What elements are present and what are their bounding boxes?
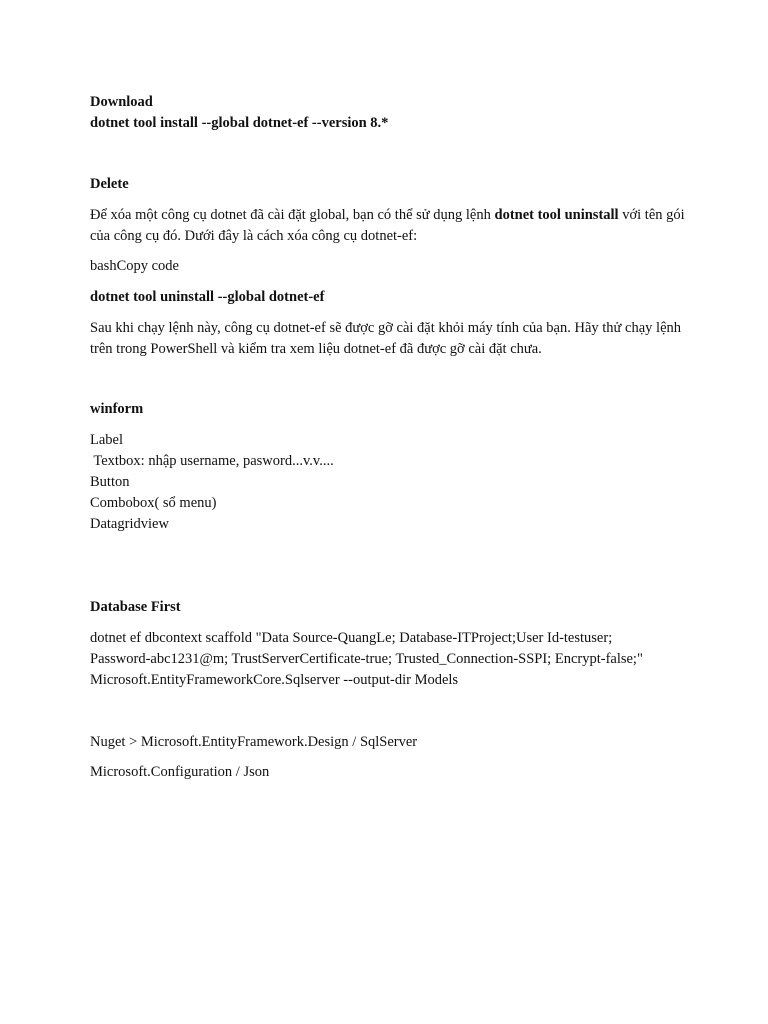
nuget-line: Nuget > Microsoft.EntityFramework.Design / SqlServer bbox=[90, 734, 418, 750]
winform-heading: winform bbox=[90, 401, 144, 417]
scaffold-line: Microsoft.EntityFrameworkCore.Sqlserver --output-dir Models bbox=[90, 672, 459, 688]
delete-note: Sau khi chạy lệnh này, công cụ dotnet-ef sẽ được gỡ cài đặt khỏi máy tính của bạn. Hãy thử chạy lệnh trên trong PowerShell và kiểm tra xem liệu dotnet-ef đã được gỡ cài đặt chưa. bbox=[90, 320, 682, 357]
delete-heading: Delete bbox=[90, 176, 129, 192]
winform-item: Datagridview bbox=[90, 516, 169, 532]
delete-command: dotnet tool uninstall --global dotnet-ef bbox=[90, 289, 325, 305]
database-first-heading: Database First bbox=[90, 599, 181, 615]
download-heading: Download bbox=[90, 94, 153, 110]
delete-intro-command: dotnet tool uninstall bbox=[494, 207, 619, 223]
code-label: bashCopy code bbox=[90, 258, 179, 274]
scaffold-line: dotnet ef dbcontext scaffold "Data Source-QuangLe; Database-ITProject;User Id-testuser; bbox=[90, 630, 613, 646]
winform-item: Label bbox=[90, 432, 124, 448]
winform-item: Button bbox=[90, 474, 130, 490]
download-command: dotnet tool install --global dotnet-ef --version 8.* bbox=[90, 115, 389, 131]
winform-item: Combobox( sổ menu) bbox=[90, 495, 217, 511]
nuget-line: Microsoft.Configuration / Json bbox=[90, 764, 270, 780]
winform-item: Textbox: nhập username, pasword...v.v.... bbox=[90, 453, 334, 469]
delete-intro-text: Để xóa một công cụ dotnet đã cài đặt global, bạn có thể sử dụng lệnh bbox=[90, 207, 495, 223]
delete-intro bbox=[90, 205, 690, 247]
scaffold-line: Password-abc1231@m; TrustServerCertificate-true; Trusted_Connection-SSPI; Encrypt-false;" bbox=[90, 651, 643, 667]
delete-intro-text-end: với tên gói của công cụ đó. Dưới đây là cách xóa công cụ dotnet-ef: bbox=[90, 207, 685, 244]
